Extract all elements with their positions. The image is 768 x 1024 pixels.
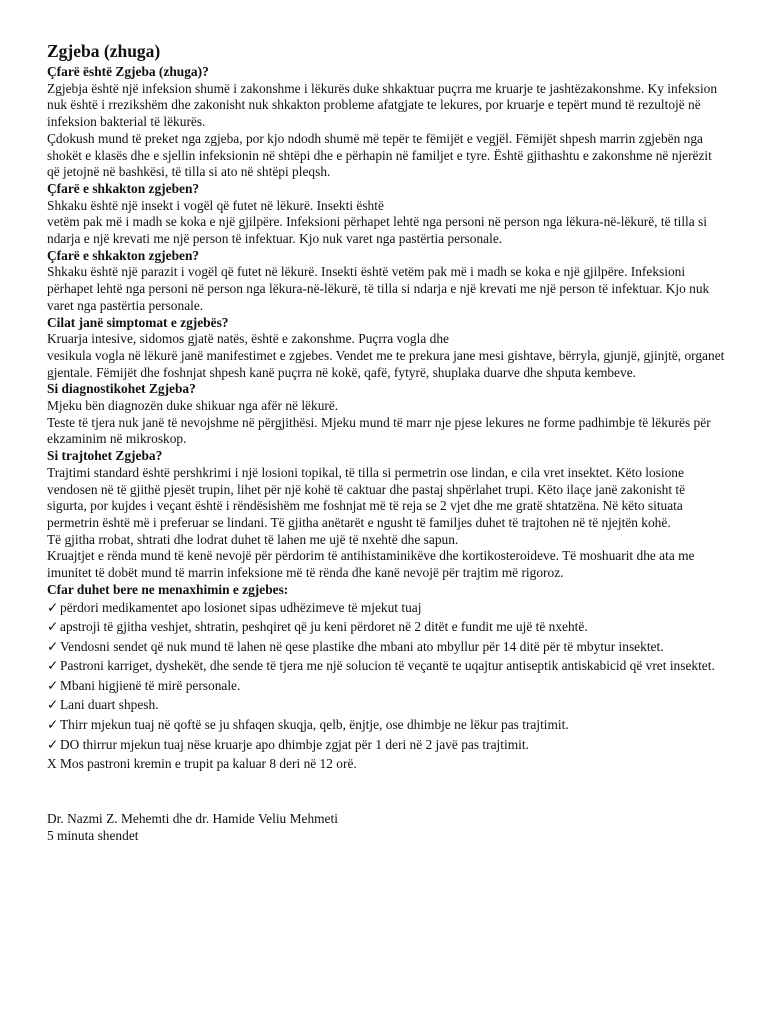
checkmark-icon: ✓ <box>47 599 59 615</box>
spacer <box>47 776 727 811</box>
checklist-item-text: apstroji të gjitha veshjet, shtratin, peshqiret që ju keni përdoret në 2 ditët e fundit me ujë të nxehtë. <box>60 619 588 635</box>
section-paragraph: Të gjitha rrobat, shtrati dhe lodrat duhet të lahen me ujë të nxehtë dhe sapun. <box>47 531 459 547</box>
section-heading: Si trajtohet Zgjeba? <box>47 448 163 464</box>
checklist-item <box>47 658 727 675</box>
section-paragraph: Trajtimi standard është pershkrimi i një losioni topikal, të tilla si permetrin ose lindan, e cila vret insektet. Këto losione vendosen në të gjithë pjesët trupin, lihet për një kohë të caktuar dhe pastaj shpërlahet trupi. Këto ilaçe janë zakonisht të sigurta, por kujdes i veçant është i rëndësishëm me foshnjat më të reja se 2 vjet dhe me gratë shtatzëna. Në këto situata permetrin është më i preferuar se lindani. Të gjitha anëtarët e ngusht të familjes duhet të trajtohen në të njejtën kohë. <box>47 464 686 530</box>
checkmark-icon: ✓ <box>47 638 59 654</box>
checklist-item-text: Mbani higjienë të mirë personale. <box>60 677 241 693</box>
checklist-item-text: Lani duart shpesh. <box>60 697 159 713</box>
checkmark-icon: ✓ <box>47 717 59 733</box>
checkmark-icon: ✓ <box>47 658 59 674</box>
section-paragraph: Çdokush mund të preket nga zgjeba, por kjo ndodh shumë më tepër te fëmijët e vegjël. Fëmijët shpesh marrin zgjebën nga shokët e klasës dhe e sjellin infeksionin në shtëpi dhe e përhapin në familjet e tyre. Është gjithashtu e zakonshme në njerëzit që jetojnë në bashkësi, të tilla si ato në shtëpi pleqsh. <box>47 130 712 180</box>
document-page <box>47 40 727 844</box>
checklist-item-text: Mos pastroni kremin e trupit pa kaluar 8 deri në 12 orë. <box>60 756 357 772</box>
checklist-item <box>47 600 727 617</box>
section-paragraph: Shkaku është një parazit i vogël që futet në lëkurë. Insekti është vetëm pak më i madh se koka e një gjilpëre. Infeksioni përhapet lehtë nga personi në person nga lëkura-në-lëkurë, të tilla si ndarja e një krevati me një person të infektuar. Kjo nuk varet nga pastërtia personale. <box>47 264 710 313</box>
section-paragraph: Kruarja intesive, sidomos gjatë natës, është e zakonshme. Puçrra vogla dhe <box>47 331 449 347</box>
section-paragraph: Mjeku bën diagnozën duke shikuar nga afër në lëkurë. <box>47 398 339 414</box>
checklist-item-text: DO thirrur mjekun tuaj nëse kruarje apo dhimbje zgjat për 1 deri në 2 javë pas trajtimit. <box>60 736 529 752</box>
checklist-item <box>47 756 727 773</box>
x-mark-icon: X <box>47 756 57 772</box>
checkmark-icon: ✓ <box>47 736 59 752</box>
checklist-item <box>47 737 727 754</box>
section-paragraph: vesikula vogla në lëkurë janë manifestimet e zgjebes. Vendet me te prekura jane mesi gishtave, bërryla, gjunjë, gjinjtë, organet gjentale. Fëmijët dhe foshnjat shpesh kanë puçrra në kokë, qafë, fytyrë, shuplaka duarve dhe shputa kembeve. <box>47 347 725 380</box>
checklist-item <box>47 697 727 714</box>
section-heading: Çfarë e shkakton zgjeben? <box>47 180 200 196</box>
section-paragraph: vetëm pak më i madh se koka e një gjilpëre. Infeksioni përhapet lehtë nga personi në person nga lëkura-në-lëkurë, të tilla si ndarja e një krevati me një person të infektuar. Kjo nuk varet nga pastërtia personale. <box>47 214 707 247</box>
document-title: Zgjeba (zhuga) <box>47 41 161 61</box>
checkmark-icon: ✓ <box>47 677 59 693</box>
checklist-item <box>47 619 727 636</box>
checklist-item-text: Pastroni karriget, dyshekët, dhe sende të tjera me një solucion të veçantë te uqajtur antiseptik antiskabicid që vret insektet. <box>60 658 715 674</box>
section-heading: Cilat janë simptomat e zgjebës? <box>47 314 229 330</box>
checklist-item <box>47 678 727 695</box>
checklist-item <box>47 639 727 656</box>
management-heading: Cfar duhet bere ne menaxhimin e zgjebes: <box>47 581 289 597</box>
footer-authors: Dr. Nazmi Z. Mehemti dhe dr. Hamide Veliu Mehmeti <box>47 810 338 826</box>
section-paragraph: Kruajtjet e rënda mund të kenë nevojë për përdorim të antihistaminikëve dhe kortikosteroideve. Të moshuarit dhe ata me imunitet të dobët mund të marrin infeksione më të rënda dhe kanë nevojë për trajtim më rigoroz. <box>47 548 695 581</box>
checkmark-icon: ✓ <box>47 619 59 635</box>
section-heading: Çfarë e shkakton zgjeben? <box>47 247 200 263</box>
management-checklist <box>47 600 727 773</box>
checkmark-icon: ✓ <box>47 697 59 713</box>
section-paragraph: Teste të tjera nuk janë të nevojshme në përgjithësi. Mjeku mund të marr nje pjese lekures ne forme padhimbje të lëkurës për ekzaminim në mikroskop. <box>47 414 711 447</box>
section-heading: Çfarë është Zgjeba (zhuga)? <box>47 64 209 79</box>
checklist-item-text: Vendosni sendet që nuk mund të lahen në qese plastike dhe mbani ato mbyllur për 14 ditë për të mbytur insektet. <box>60 638 664 654</box>
checklist-item-text: Thirr mjekun tuaj në qoftë se ju shfaqen skuqja, qelb, ënjtje, ose dhimbje ne lëkur pas trajtimit. <box>60 717 569 733</box>
section-paragraph: Shkaku është një insekt i vogël që futet në lëkurë. Insekti është <box>47 197 384 213</box>
section-paragraph: Zgjebja është një infeksion shumë i zakonshme i lëkurës duke shkaktuar puçrra me kruarje te jashtëzakonshme. Ky infeksion nuk është i rrezikshëm dhe zakonisht nuk shkakton probleme afatgjate te lekures, por kruarje e tepërt mund të rezultojë në infeksion bakterial të lëkurës. <box>47 80 718 130</box>
checklist-item-text: përdori medikamentet apo losionet sipas udhëzimeve të mjekut tuaj <box>60 599 422 615</box>
footer-source: 5 minuta shendet <box>47 827 139 843</box>
checklist-item <box>47 717 727 734</box>
section-heading: Si diagnostikohet Zgjeba? <box>47 381 196 397</box>
